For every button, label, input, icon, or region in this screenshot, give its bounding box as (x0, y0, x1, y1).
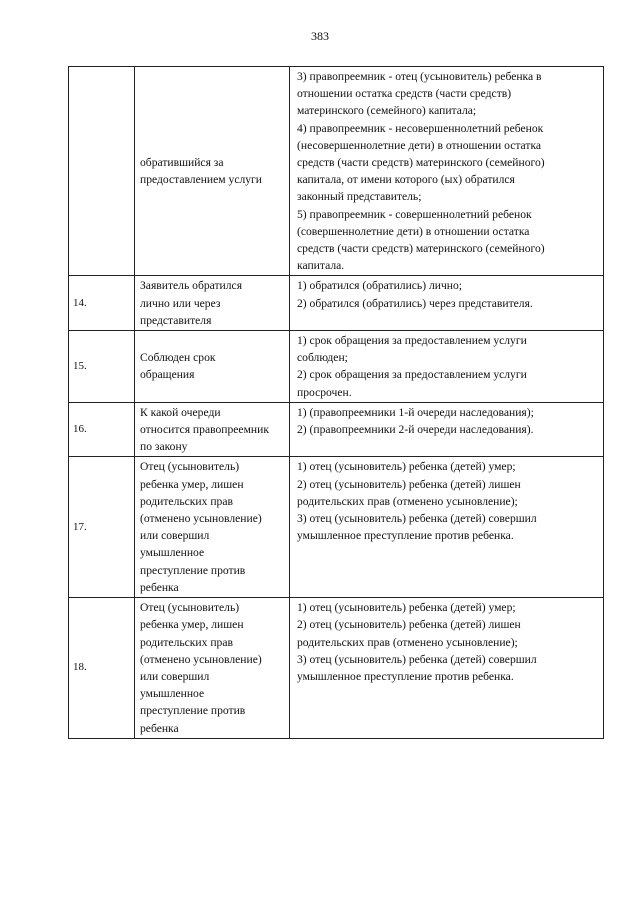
condition-cell (135, 276, 290, 331)
row-number: 15. (69, 331, 135, 403)
condition-line: Соблюден срок (140, 351, 216, 365)
condition-line: обратившийся за (140, 156, 224, 170)
answer-line: 1) (правопреемники 1-й очереди наследования); (297, 405, 534, 419)
condition-cell (135, 67, 290, 276)
answer-line: 1) срок обращения за предоставлением услуги (297, 334, 527, 348)
answer-line: 1) отец (усыновитель) ребенка (детей) умер; (297, 460, 516, 474)
table-row (69, 457, 604, 598)
table-body (69, 67, 604, 739)
condition-line: преступление против (140, 563, 246, 577)
table-row (69, 276, 604, 331)
answer-line: (совершеннолетние дети) в отношении остатка (297, 224, 530, 238)
row-number (69, 67, 135, 276)
answer-line: 2) обратился (обратились) через представителя. (297, 296, 533, 310)
answer-line: материнского (семейного) капитала; (297, 104, 477, 118)
condition-cell (135, 457, 290, 598)
condition-line: Отец (усыновитель) (140, 460, 240, 474)
condition-line: родительских прав (140, 635, 233, 649)
page-number: 383 (311, 29, 329, 43)
condition-line: лично или через (140, 296, 221, 310)
answer-line: родительских прав (отменено усыновление); (297, 494, 518, 508)
condition-line: ребенка умер, лишен (140, 618, 244, 632)
answers-cell (290, 598, 604, 739)
condition-cell (135, 402, 290, 457)
condition-line: относится правопреемник (140, 423, 269, 437)
condition-line: по закону (140, 440, 188, 454)
table-row (69, 67, 604, 276)
criteria-table (68, 66, 604, 739)
condition-line: ребенка умер, лишен (140, 477, 244, 491)
answer-line: 2) срок обращения за предоставлением услуги (297, 368, 527, 382)
answer-line: соблюден; (297, 351, 348, 365)
answer-line: умышленное преступление против ребенка. (297, 529, 514, 543)
answer-line: 3) отец (усыновитель) ребенка (детей) совершил (297, 512, 537, 526)
answer-line: капитала, от имени которого (ых) обратился (297, 173, 515, 187)
condition-line: ребенка (140, 721, 179, 735)
condition-line: представителя (140, 313, 212, 327)
answer-line: просрочен. (297, 385, 352, 399)
answers-cell (290, 276, 604, 331)
condition-line: обращения (140, 368, 195, 382)
answer-line: 3) правопреемник - отец (усыновитель) ребенка в (297, 70, 542, 83)
answers-cell (290, 457, 604, 598)
answer-line: капитала. (297, 259, 345, 273)
answer-line: отношении остатка средств (части средств) (297, 87, 512, 101)
answers-cell (290, 331, 604, 403)
condition-line: умышленное (140, 546, 205, 560)
answers-cell (290, 67, 604, 276)
answer-line: законный представитель; (297, 190, 422, 204)
condition-line: Заявитель обратился (140, 279, 243, 293)
table-row (69, 598, 604, 739)
table-row (69, 331, 604, 403)
answer-line: 2) (правопреемники 2-й очереди наследования). (297, 423, 534, 437)
condition-cell (135, 598, 290, 739)
condition-line: (отменено усыновление) (140, 512, 262, 526)
condition-line: К какой очереди (140, 405, 221, 419)
condition-line: преступление против (140, 704, 246, 718)
condition-line: Отец (усыновитель) (140, 601, 240, 615)
answer-line: умышленное преступление против ребенка. (297, 669, 514, 683)
table-row (69, 402, 604, 457)
answer-line: (несовершеннолетние дети) в отношении остатка (297, 138, 542, 152)
answer-line: родительских прав (отменено усыновление); (297, 635, 518, 649)
row-number: 16. (69, 402, 135, 457)
condition-line: родительских прав (140, 494, 233, 508)
answer-line: 5) правопреемник - совершеннолетний ребенок (297, 207, 532, 221)
condition-line: (отменено усыновление) (140, 652, 262, 666)
condition-line: умышленное (140, 687, 205, 701)
answer-line: 2) отец (усыновитель) ребенка (детей) лишен (297, 618, 521, 632)
answer-line: 3) отец (усыновитель) ребенка (детей) совершил (297, 652, 537, 666)
answer-line: 2) отец (усыновитель) ребенка (детей) лишен (297, 477, 521, 491)
condition-line: ребенка (140, 580, 179, 594)
answer-line: средств (части средств) материнского (семейного) (297, 242, 545, 256)
answer-line: средств (части средств) материнского (семейного) (297, 156, 545, 170)
row-number: 14. (69, 276, 135, 331)
row-number: 18. (69, 598, 135, 739)
answers-cell (290, 402, 604, 457)
answer-line: 1) обратился (обратились) лично; (297, 279, 463, 293)
condition-line: или совершил (140, 669, 210, 683)
condition-cell (135, 331, 290, 403)
answer-line: 1) отец (усыновитель) ребенка (детей) умер; (297, 601, 516, 615)
answer-line: 4) правопреемник - несовершеннолетний ребенок (297, 121, 544, 135)
row-number: 17. (69, 457, 135, 598)
condition-line: предоставлением услуги (140, 173, 263, 187)
condition-line: или совершил (140, 529, 210, 543)
